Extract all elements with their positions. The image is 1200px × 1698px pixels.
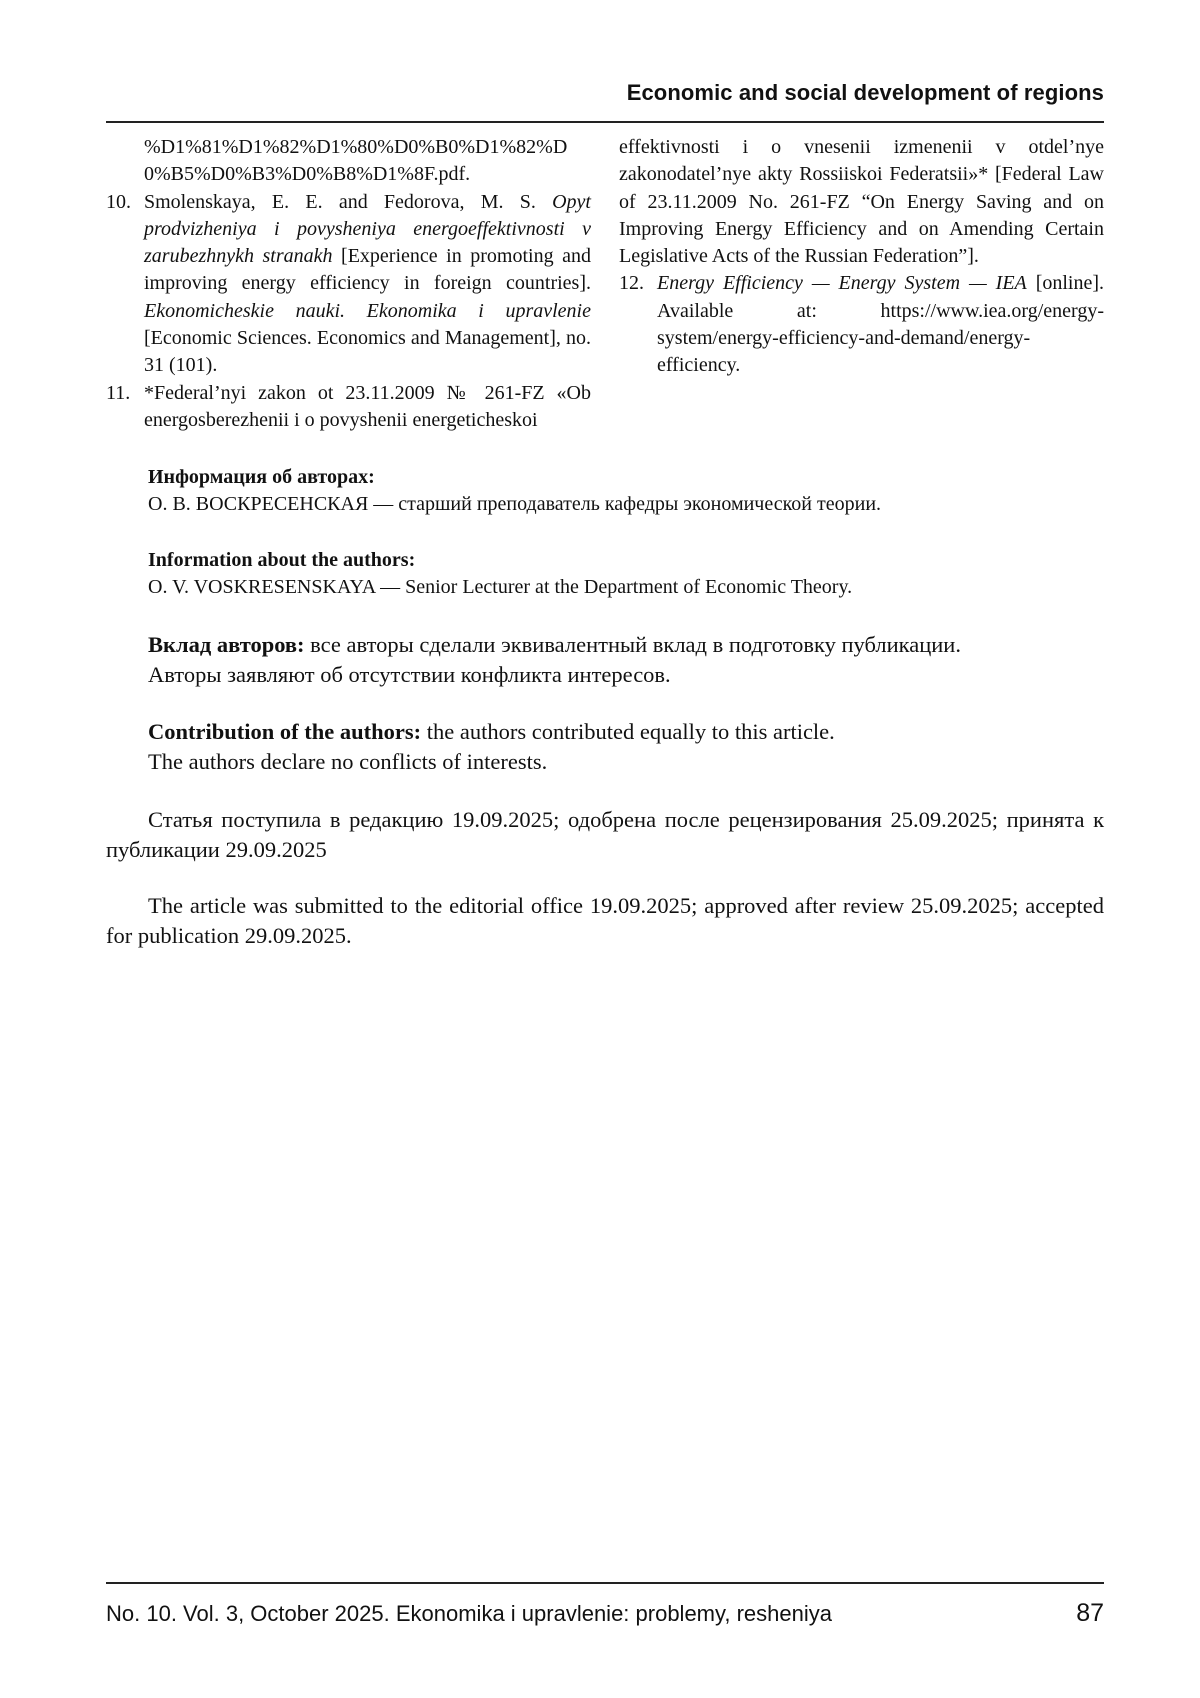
authors-info-heading: Информация об авторах: (148, 466, 375, 488)
reference-title: Opyt prodvizheniya i povysheniya energoeffektivnosti v zarubezhnykh stranakh (144, 190, 591, 268)
contribution-label: Contribution of the authors: (148, 719, 422, 744)
authors-info-en (148, 547, 1104, 601)
reference-authors: Smolenskaya, E. E. and Fedorova, M. S. (144, 190, 553, 213)
reference-journal: Ekonomicheskie nauki. Ekonomika i upravlenie (144, 299, 591, 322)
reference-item-11-continued: effektivnosti i o vnesenii izmenenii v otdel’nye zakonodatel’nye akty Rossiiskoi Federatsii»* [Federal Law of 23.11.2009 No. 261-FZ “On Energy Saving and on Improving Energy Efficiency and on Amending Certain Legislative Acts of the Russian Federation”]. (619, 136, 1104, 268)
page-footer (106, 1599, 1104, 1628)
contribution-text: все авторы сделали эквивалентный вклад в подготовку публикации. (304, 632, 961, 657)
reference-number: 12. (619, 272, 644, 295)
reference-text (144, 189, 591, 380)
reference-item-12 (619, 270, 1104, 379)
reference-text: *Federal’nyi zakon ot 23.11.2009 № 261-FZ «Ob energosberezhenii i o povyshenii energeticheskoi (144, 381, 591, 431)
reference-link-text[interactable]: [online]. Available at: https://www.iea.org/energy-system/energy-efficiency-and-demand/energy-efficiency. (657, 272, 1105, 377)
reference-column-right (619, 134, 1104, 434)
reference-item-11 (106, 380, 591, 435)
authors-info-ru (148, 464, 1104, 518)
reference-title: Energy Efficiency — Energy System — IEA (657, 272, 1027, 295)
reference-item-10 (106, 189, 591, 380)
contribution-text: the authors contributed equally to this article. (421, 719, 835, 744)
authors-info-line: О. В. ВОСКРЕСЕНСКАЯ — старший преподаватель кафедры экономической теории. (148, 493, 882, 515)
reference-number: 10. (106, 190, 131, 213)
reference-number: 11. (106, 381, 131, 404)
reference-title-translation: [Experience in promoting and improving energy efficiency in foreign countries]. (144, 245, 591, 295)
header-rule (106, 121, 1104, 123)
conflict-statement: Авторы заявляют об отсутствии конфликта интересов. (148, 662, 671, 687)
authors-info-line: O. V. VOSKRESENSKAYA — Senior Lecturer at the Department of Economic Theory. (148, 576, 853, 598)
reference-list (106, 134, 1104, 434)
article-dates-en: The article was submitted to the editorial office 19.09.2025; approved after review 25.09.2025; accepted for publication 29.09.2025. (106, 893, 1104, 948)
footer-journal: No. 10. Vol. 3, October 2025. Ekonomika i upravlenie: problemy, resheniya (106, 1601, 832, 1626)
reference-text (657, 270, 1104, 379)
reference-journal-translation: [Economic Sciences. Economics and Management], no. 31 (101). (144, 327, 591, 377)
reference-column-left (106, 134, 591, 434)
conflict-statement: The authors declare no conflicts of interests. (148, 749, 548, 774)
page-number: 87 (1076, 1599, 1104, 1627)
authors-info-heading: Information about the authors: (148, 549, 416, 571)
footer-rule (106, 1582, 1104, 1584)
contribution-label: Вклад авторов: (148, 632, 305, 657)
contribution-en (148, 717, 1104, 777)
running-title: Economic and social development of regions (626, 80, 1104, 105)
article-dates-ru: Статья поступила в редакцию 19.09.2025; одобрена после рецензирования 25.09.2025; принята к публикации 29.09.2025 (106, 807, 1104, 862)
reference-continuation: %D1%81%D1%82%D1%80%D0%B0%D1%82%D0%B5%D0%B3%D0%B8%D1%8F.pdf. (144, 136, 568, 186)
contribution-ru (148, 630, 1104, 690)
